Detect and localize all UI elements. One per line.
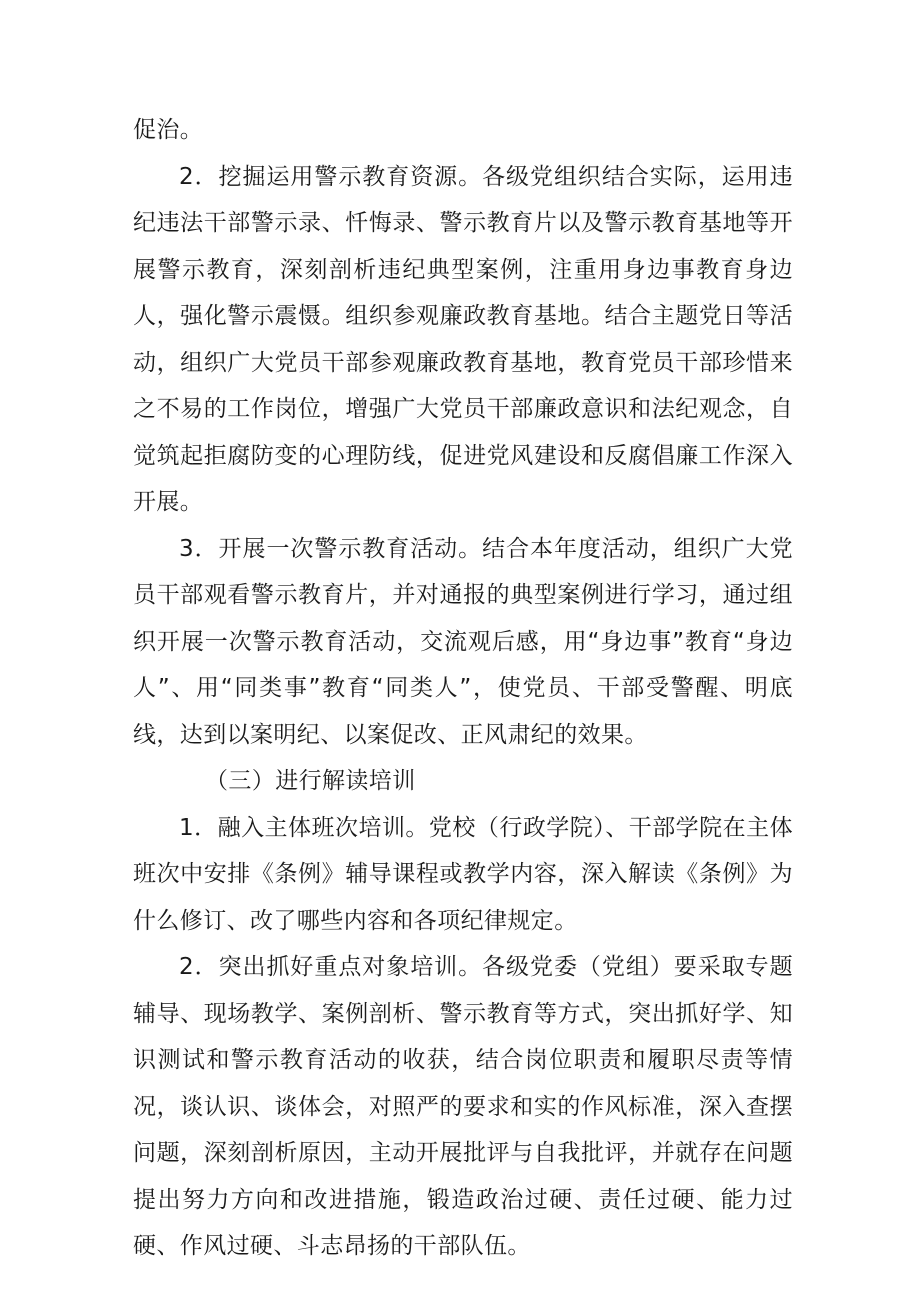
paragraph-item-1-main-class-training: 1．融入主体班次培训。党校（行政学院）、干部学院在主体班次中安排《条例》辅导课程或教学内容，深入解读《条例》为什么修订、改了哪些内容和各项纪律规定。: [133, 814, 793, 934]
section-heading-3: （三）进行解读培训: [205, 768, 416, 794]
paragraph-item-2-key-target-training: 2．突出抓好重点对象培训。各级党委（党组）要采取专题辅导、现场教学、案例剖析、警示教育等方式，突出抓好学、知识测试和警示教育活动的收获，结合岗位职责和履职尽责等情况，谈认识、谈体会，对照严的要求和实的作风标准，深入查摆问题，深刻剖析原因，主动开展批评与自我批评，并就存在问题提出努力方向和改进措施，锻造政治过硬、责任过硬、能力过硬、作风过硬、斗志昂扬的干部队伍。: [133, 954, 793, 1259]
paragraph-continuation: 促治。: [133, 117, 204, 143]
paragraph-item-2-warning-resources: 2．挖掘运用警示教育资源。各级党组织结合实际，运用违纪违法干部警示录、忏悔录、警示教育片以及警示教育基地等开展警示教育，深刻剖析违纪典型案例，注重用身边事教育身边人，强化警示震慑。组织参观廉政教育基地。结合主题党日等活动，组织广大党员干部参观廉政教育基地，教育党员干部珍惜来之不易的工作岗位，增强广大党员干部廉政意识和法纪观念，自觉筑起拒腐防变的心理防线，促进党风建设和反腐倡廉工作深入开展。: [133, 163, 793, 515]
paragraph-item-3-warning-activity: 3．开展一次警示教育活动。结合本年度活动，组织广大党员干部观看警示教育片，并对通报的典型案例进行学习，通过组织开展一次警示教育活动，交流观后感，用“身边事”教育“身边人”、用“同类事”教育“同类人”，使党员、干部受警醒、明底线，达到以案明纪、以案促改、正风肃纪的效果。: [133, 535, 793, 748]
document-body: [133, 107, 793, 1270]
